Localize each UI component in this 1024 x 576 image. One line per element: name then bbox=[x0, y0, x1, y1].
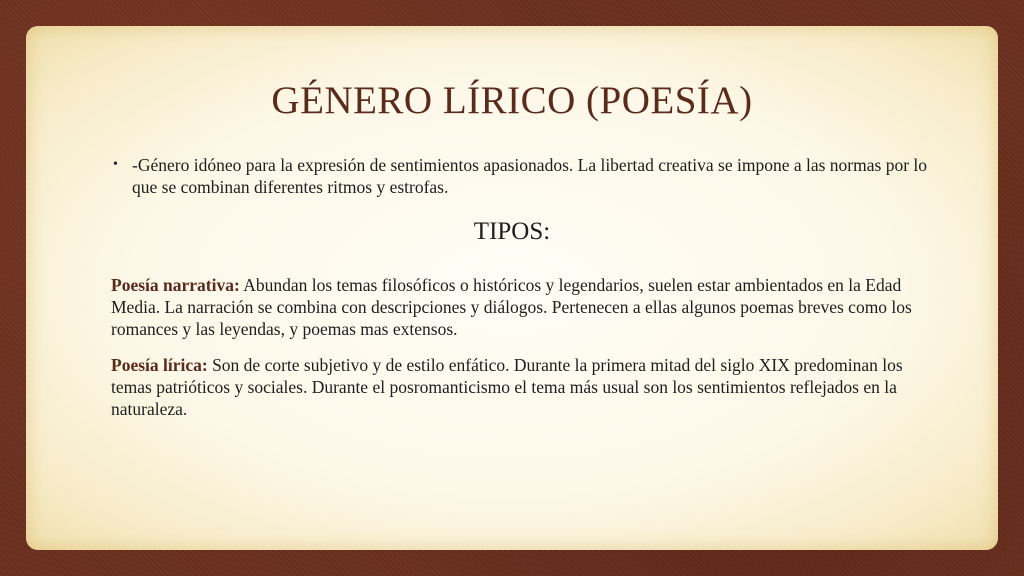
slide-title: GÉNERO LÍRICO (POESÍA) bbox=[271, 79, 753, 122]
paragraph-text: Abundan los temas filosóficos o históricos y legendarios, suelen estar ambientados en la Edad Media. La narración se combina con descripciones y diálogos. Pertenecen a ellas algunos poemas breves como los romances y las leyendas, y poemas mas extensos. bbox=[111, 275, 912, 339]
paragraph-text: Son de corte subjetivo y de estilo enfático. Durante la primera mitad del siglo XIX predominan los temas patrióticos y sociales. Durante el posromanticismo el tema más usual son los sentimientos reflejados en la naturaleza. bbox=[111, 355, 903, 419]
paragraph-term: Poesía lírica: bbox=[111, 355, 208, 375]
paragraph-poesia-narrativa bbox=[111, 274, 921, 340]
paragraph-poesia-lirica bbox=[111, 354, 921, 420]
paragraph-term: Poesía narrativa: bbox=[111, 275, 240, 295]
section-subtitle: TIPOS: bbox=[473, 218, 551, 245]
bullet-marker: • bbox=[113, 157, 118, 172]
bullet-text: -Género idóneo para la expresión de sentimientos apasionados. La libertad creativa se impone a las normas por lo que se combinan diferentes ritmos y estrofas. bbox=[132, 155, 928, 197]
bullet-item bbox=[113, 154, 932, 198]
